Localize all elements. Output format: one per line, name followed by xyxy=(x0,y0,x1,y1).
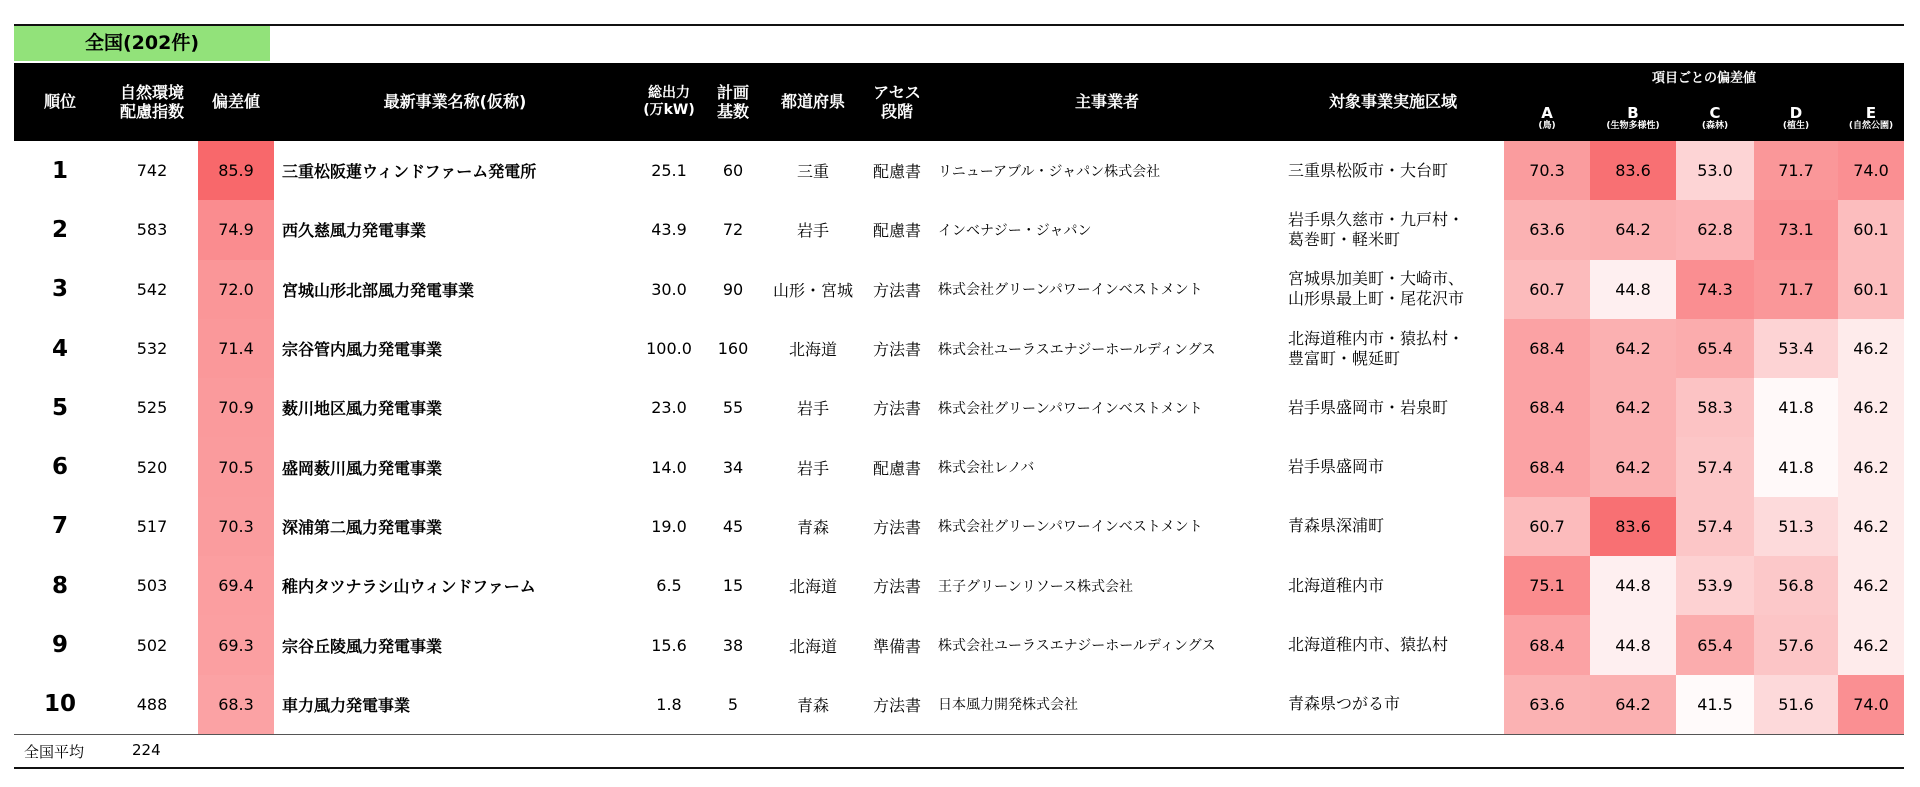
header-deviation: 偏差値 xyxy=(211,92,260,112)
rank-cell: 1 xyxy=(51,157,68,184)
score-b-cell: 83.6 xyxy=(1590,497,1676,556)
score-b-cell: 44.8 xyxy=(1590,556,1676,615)
assessment-cell: 準備書 xyxy=(872,636,921,656)
header-score-d: D (植生) xyxy=(1782,104,1810,131)
deviation-cell: 70.3 xyxy=(198,497,274,556)
area-cell: 岩手県盛岡市・岩泉町 xyxy=(1288,397,1449,417)
prefecture-cell: 山形・宮城 xyxy=(772,280,853,300)
score-e-cell: 60.1 xyxy=(1838,260,1904,319)
operator-cell: 王子グリーンリソース株式会社 xyxy=(938,578,1134,595)
rank-cell: 3 xyxy=(51,276,68,303)
units-cell: 38 xyxy=(722,635,744,655)
project-name-cell: 深浦第二風力発電事業 xyxy=(282,517,443,537)
operator-cell: 日本風力開発株式会社 xyxy=(938,697,1078,714)
assessment-cell: 方法書 xyxy=(872,695,921,715)
header-prefecture: 都道府県 xyxy=(780,92,845,112)
output-cell: 1.8 xyxy=(656,694,682,714)
operator-cell: 株式会社グリーンパワーインベストメント xyxy=(938,519,1203,536)
units-cell: 160 xyxy=(717,339,749,359)
units-cell: 55 xyxy=(722,398,744,418)
operator-cell: 株式会社ユーラスエナジーホールディングス xyxy=(938,638,1216,655)
score-e-cell: 46.2 xyxy=(1838,437,1904,496)
index-cell: 503 xyxy=(136,576,168,596)
table-row xyxy=(14,675,1904,734)
header-score-e: E (自然公園) xyxy=(1848,104,1894,131)
score-c-cell: 62.8 xyxy=(1676,200,1754,259)
score-a-cell: 60.7 xyxy=(1504,497,1590,556)
operator-cell: 株式会社レノバ xyxy=(938,460,1035,477)
units-cell: 5 xyxy=(727,694,739,714)
score-c-cell: 65.4 xyxy=(1676,615,1754,674)
index-cell: 520 xyxy=(136,457,168,477)
index-cell: 532 xyxy=(136,339,168,359)
project-name-cell: 車力風力発電事業 xyxy=(282,695,411,715)
assessment-cell: 方法書 xyxy=(872,577,921,597)
average-value: 224 xyxy=(132,741,161,759)
score-a-cell: 75.1 xyxy=(1504,556,1590,615)
table-row xyxy=(14,319,1904,378)
assessment-cell: 配慮書 xyxy=(872,458,921,478)
output-cell: 19.0 xyxy=(651,516,687,536)
score-b-cell: 44.8 xyxy=(1590,615,1676,674)
index-cell: 542 xyxy=(136,279,168,299)
operator-cell: 株式会社ユーラスエナジーホールディングス xyxy=(938,341,1216,358)
rank-cell: 8 xyxy=(51,572,68,599)
area-cell: 宮城県加美町・大崎市、 山形県最上町・尾花沢市 xyxy=(1288,269,1465,309)
prefecture-cell: 北海道 xyxy=(788,636,837,656)
table-row xyxy=(14,378,1904,437)
score-d-cell: 41.8 xyxy=(1754,378,1838,437)
assessment-cell: 配慮書 xyxy=(872,162,921,182)
deviation-cell: 72.0 xyxy=(198,260,274,319)
output-cell: 14.0 xyxy=(651,457,687,477)
score-a-cell: 68.4 xyxy=(1504,437,1590,496)
table-row xyxy=(14,260,1904,319)
header-subscores-title: 項目ごとの偏差値 xyxy=(1651,71,1756,86)
score-e-cell: 46.2 xyxy=(1838,556,1904,615)
header-index: 自然環境 配慮指数 xyxy=(119,82,184,121)
area-cell: 青森県つがる市 xyxy=(1288,694,1401,714)
prefecture-cell: 岩手 xyxy=(796,399,829,419)
region-tag: 全国(202件) xyxy=(14,26,270,61)
area-cell: 青森県深浦町 xyxy=(1288,516,1385,536)
prefecture-cell: 青森 xyxy=(796,517,829,537)
area-cell: 岩手県久慈市・九戸村・ 葛巻町・軽米町 xyxy=(1288,209,1465,249)
project-name-cell: 西久慈風力発電事業 xyxy=(282,221,427,241)
area-cell: 岩手県盛岡市 xyxy=(1288,457,1385,477)
score-d-cell: 71.7 xyxy=(1754,260,1838,319)
table-row xyxy=(14,437,1904,496)
national-average-row xyxy=(14,736,1904,766)
score-c-cell: 58.3 xyxy=(1676,378,1754,437)
deviation-cell: 74.9 xyxy=(198,200,274,259)
score-c-cell: 57.4 xyxy=(1676,497,1754,556)
header-score-b: B (生物多様性) xyxy=(1606,104,1660,131)
project-name-cell: 宗谷管内風力発電事業 xyxy=(282,340,443,360)
prefecture-cell: 岩手 xyxy=(796,458,829,478)
score-e-cell: 74.0 xyxy=(1838,141,1904,200)
output-cell: 15.6 xyxy=(651,635,687,655)
index-cell: 742 xyxy=(136,161,168,181)
score-a-cell: 63.6 xyxy=(1504,675,1590,734)
score-e-cell: 46.2 xyxy=(1838,319,1904,378)
table-row xyxy=(14,200,1904,259)
output-cell: 30.0 xyxy=(651,279,687,299)
header-score-a: A (鳥) xyxy=(1538,104,1556,131)
average-label: 全国平均 xyxy=(24,743,85,761)
rank-cell: 10 xyxy=(43,691,76,718)
index-cell: 517 xyxy=(136,516,168,536)
score-a-cell: 60.7 xyxy=(1504,260,1590,319)
score-d-cell: 41.8 xyxy=(1754,437,1838,496)
operator-cell: リニューアブル・ジャパン株式会社 xyxy=(938,163,1161,180)
project-name-cell: 三重松阪蓮ウィンドファーム発電所 xyxy=(282,162,537,182)
table-row xyxy=(14,497,1904,556)
score-c-cell: 53.0 xyxy=(1676,141,1754,200)
output-cell: 6.5 xyxy=(656,576,682,596)
assessment-cell: 方法書 xyxy=(872,280,921,300)
table-row xyxy=(14,556,1904,615)
rank-cell: 5 xyxy=(51,394,68,421)
output-cell: 43.9 xyxy=(651,220,687,240)
score-a-cell: 63.6 xyxy=(1504,200,1590,259)
score-e-cell: 46.2 xyxy=(1838,497,1904,556)
score-c-cell: 41.5 xyxy=(1676,675,1754,734)
project-name-cell: 宗谷丘陵風力発電事業 xyxy=(282,636,443,656)
header-project-name: 最新事業名称(仮称) xyxy=(383,92,527,112)
header-output: 総出力 (万kW) xyxy=(643,85,695,118)
table-bottom-rule xyxy=(14,734,1904,735)
score-b-cell: 64.2 xyxy=(1590,437,1676,496)
index-cell: 525 xyxy=(136,398,168,418)
score-a-cell: 68.4 xyxy=(1504,615,1590,674)
deviation-cell: 85.9 xyxy=(198,141,274,200)
operator-cell: 株式会社グリーンパワーインベストメント xyxy=(938,400,1203,417)
score-c-cell: 57.4 xyxy=(1676,437,1754,496)
assessment-cell: 配慮書 xyxy=(872,221,921,241)
units-cell: 45 xyxy=(722,516,744,536)
deviation-cell: 70.5 xyxy=(198,437,274,496)
score-c-cell: 53.9 xyxy=(1676,556,1754,615)
score-b-cell: 64.2 xyxy=(1590,378,1676,437)
score-e-cell: 74.0 xyxy=(1838,675,1904,734)
area-cell: 北海道稚内市・猿払村・ 豊富町・幌延町 xyxy=(1288,328,1465,368)
top-rule xyxy=(14,24,1904,26)
units-cell: 72 xyxy=(722,220,744,240)
score-b-cell: 44.8 xyxy=(1590,260,1676,319)
score-d-cell: 53.4 xyxy=(1754,319,1838,378)
rank-cell: 6 xyxy=(51,454,68,481)
table-row xyxy=(14,141,1904,200)
prefecture-cell: 青森 xyxy=(796,695,829,715)
header-assessment: アセス 段階 xyxy=(873,82,921,121)
score-b-cell: 64.2 xyxy=(1590,319,1676,378)
assessment-cell: 方法書 xyxy=(872,399,921,419)
deviation-cell: 71.4 xyxy=(198,319,274,378)
score-a-cell: 70.3 xyxy=(1504,141,1590,200)
score-b-cell: 64.2 xyxy=(1590,200,1676,259)
score-d-cell: 51.3 xyxy=(1754,497,1838,556)
rank-cell: 7 xyxy=(51,513,68,540)
units-cell: 90 xyxy=(722,279,744,299)
prefecture-cell: 岩手 xyxy=(796,221,829,241)
footer-rule xyxy=(14,767,1904,769)
score-d-cell: 56.8 xyxy=(1754,556,1838,615)
operator-cell: 株式会社グリーンパワーインベストメント xyxy=(938,282,1203,299)
deviation-cell: 70.9 xyxy=(198,378,274,437)
assessment-cell: 方法書 xyxy=(872,340,921,360)
prefecture-cell: 三重 xyxy=(796,162,829,182)
operator-cell: インベナジー・ジャパン xyxy=(938,222,1092,239)
score-e-cell: 46.2 xyxy=(1838,615,1904,674)
prefecture-cell: 北海道 xyxy=(788,340,837,360)
score-d-cell: 57.6 xyxy=(1754,615,1838,674)
table-row xyxy=(14,615,1904,674)
score-c-cell: 74.3 xyxy=(1676,260,1754,319)
deviation-cell: 68.3 xyxy=(198,675,274,734)
score-a-cell: 68.4 xyxy=(1504,378,1590,437)
project-name-cell: 薮川地区風力発電事業 xyxy=(282,399,443,419)
index-cell: 583 xyxy=(136,220,168,240)
units-cell: 15 xyxy=(722,576,744,596)
area-cell: 北海道稚内市、猿払村 xyxy=(1288,635,1449,655)
project-name-cell: 宮城山形北部風力発電事業 xyxy=(282,280,475,300)
units-cell: 60 xyxy=(722,161,744,181)
score-d-cell: 71.7 xyxy=(1754,141,1838,200)
score-c-cell: 65.4 xyxy=(1676,319,1754,378)
area-cell: 北海道稚内市 xyxy=(1288,575,1385,595)
score-d-cell: 51.6 xyxy=(1754,675,1838,734)
output-cell: 23.0 xyxy=(651,398,687,418)
index-cell: 488 xyxy=(136,694,168,714)
header-score-c: C (森林) xyxy=(1701,104,1729,131)
units-cell: 34 xyxy=(722,457,744,477)
score-e-cell: 60.1 xyxy=(1838,200,1904,259)
header-rank: 順位 xyxy=(43,92,76,112)
rank-cell: 9 xyxy=(51,632,68,659)
area-cell: 三重県松阪市・大台町 xyxy=(1288,160,1449,180)
project-name-cell: 稚内タツナラシ山ウィンドファーム xyxy=(282,577,536,597)
deviation-cell: 69.3 xyxy=(198,615,274,674)
deviation-cell: 69.4 xyxy=(198,556,274,615)
score-d-cell: 73.1 xyxy=(1754,200,1838,259)
table-body xyxy=(14,141,1904,734)
rank-cell: 2 xyxy=(51,216,68,243)
project-name-cell: 盛岡薮川風力発電事業 xyxy=(282,458,443,478)
rank-cell: 4 xyxy=(51,335,68,362)
table-header xyxy=(14,63,1904,141)
header-operator: 主事業者 xyxy=(1074,92,1139,112)
prefecture-cell: 北海道 xyxy=(788,577,837,597)
output-cell: 100.0 xyxy=(646,339,692,359)
header-area: 対象事業実施区域 xyxy=(1328,92,1457,112)
score-b-cell: 64.2 xyxy=(1590,675,1676,734)
score-a-cell: 68.4 xyxy=(1504,319,1590,378)
header-units: 計画 基数 xyxy=(716,82,749,121)
output-cell: 25.1 xyxy=(651,161,687,181)
score-e-cell: 46.2 xyxy=(1838,378,1904,437)
score-b-cell: 83.6 xyxy=(1590,141,1676,200)
assessment-cell: 方法書 xyxy=(872,517,921,537)
index-cell: 502 xyxy=(136,635,168,655)
